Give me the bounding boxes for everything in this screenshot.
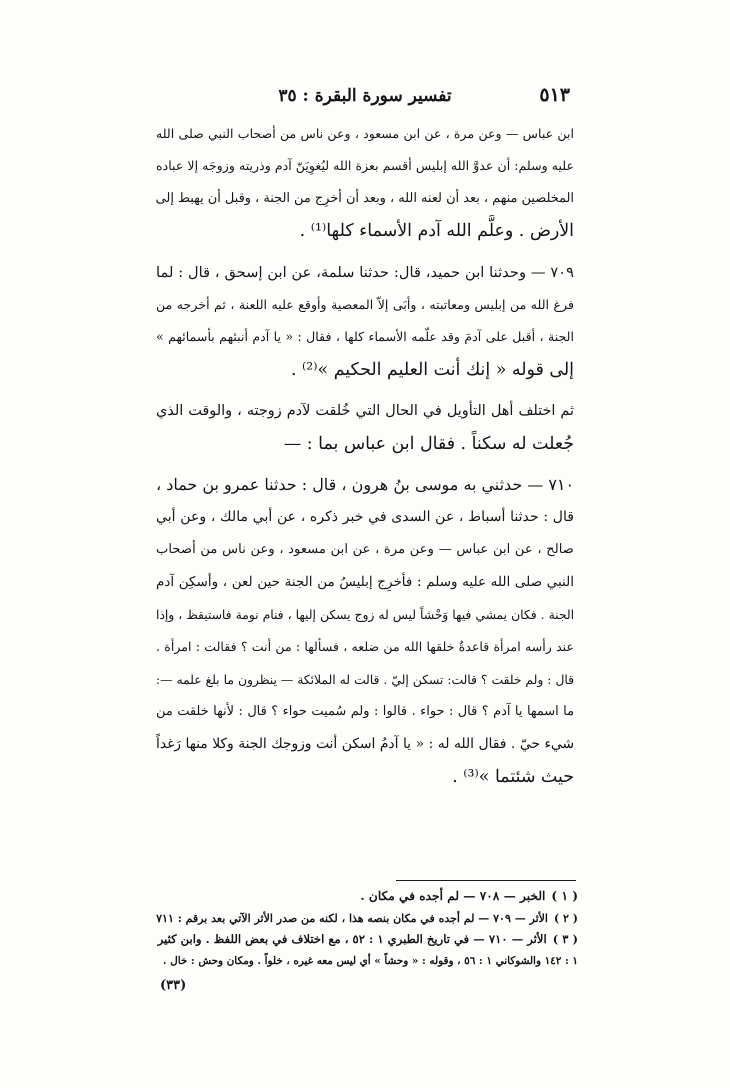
text-line: عليه وسلم: أن عدوَّ الله إبليس أقسم بعزة الله ليُغوِيَنّ آدم وذريته وزوجَه إلا عباده <box>156 158 574 174</box>
sheet-number: (٣٣) <box>160 978 187 993</box>
text-line: قال : حدثنا أسباط ، عن السدى في خبر ذكره ، عن أبي مالك ، وعن أبي <box>156 509 574 526</box>
page-number: ٥١٣ <box>539 84 570 106</box>
footnote-marker: ( ٣ ) <box>552 932 578 946</box>
paragraph <box>156 395 574 460</box>
footnote-1 <box>154 886 578 908</box>
footnote-text: الأثر — ٧٠٩ — لم أجده في مكان بنصه هذا ، لكنه من صدر الأثر الآتي بعد برقم : ٧١١ <box>156 911 548 925</box>
text-line: جُعلت له سكناً . فقال ابن عباس بما : — <box>283 433 574 454</box>
page-header <box>160 84 570 114</box>
footnote-marker: ( ٢ ) <box>553 911 578 925</box>
footnote-text: الأثر — ٧١٠ — في تاريخ الطبري ١ : ٥٢ ، مع اختلاف في بعض اللفظ . وابن كثير <box>157 932 547 946</box>
text-line: ما اسمها يا آدم ؟ قال : حواء . قالوا : ولم سُميت حواء ؟ قال : لأنها خلقت من <box>156 703 574 719</box>
text-line: حيث شئتما »⁽³⁾ . <box>452 766 574 787</box>
footnote-3-continued <box>154 951 578 973</box>
text-line: الجنة ، أقبل على آدمَ وقد علّمه الأسماء كلها ، فقال : « يا آدم أنبئهم بأسمائهم » <box>156 329 574 345</box>
footnote-2 <box>154 908 578 930</box>
text-line: ثم اختلف أهل التأويل في الحال التي خُلقت لآدم زوجته ، والوقت الذي <box>156 403 574 420</box>
narration-709 <box>156 257 574 387</box>
main-text <box>156 118 574 793</box>
running-title: تفسير سورة البقرة : ٣٥ <box>278 86 452 106</box>
footnote-text: ١ : ١٤٢ والشوكاني ١ : ٥٦ ، وقوله : « وحشاً » أي ليس معه غيره ، خلواً . ومكان وحش : خال . <box>162 954 578 967</box>
footnote-text: الخبر — ٧٠٨ — لم أجده في مكان . <box>360 889 546 903</box>
text-line: الجنة . فكان يمشي فيها وَحْشاً ليس له زوج يسكن إليها ، فنام نومة فاستيقظ ، وإذا <box>156 607 574 622</box>
narration-710 <box>156 469 574 793</box>
text-line: النبي صلى الله عليه وسلم : فأخرِج إبليسُ من الجنة حين لعن ، وأسكِن آدم <box>156 574 574 591</box>
text-line: شيء حيّ . فقال الله له : « يا آدمُ اسكن أنت وزوجك الجنة وكلا منها رَغداً <box>156 736 574 753</box>
text-line: ٧٠٩ — وحدثنا ابن حميد، قال: حدثنا سلمة، عن ابن إسحق ، قال : لما <box>156 263 574 281</box>
text-line: صالح ، عن ابن عباس — وعن مرة ، عن ابن مسعود ، وعن ناس من أصحاب <box>156 541 574 557</box>
text-line: الأرض . وعلَّم الله آدم الأسماء كلها⁽¹⁾ . <box>299 221 574 242</box>
text-line: ٧١٠ — حدثني به موسى بنُ هرون ، قال : حدثنا عمرو بن حماد ، <box>156 475 574 495</box>
text-line: قال : ولم خلقت ؟ قالت: تسكن إليّ . قالت له الملائكة — ينظرون ما بلغ علمه —: <box>156 672 574 687</box>
footnote-3 <box>154 929 578 951</box>
text-line: عند رأسه امرأة قاعدةٌ خلقها الله من ضلعه ، فسألها : من أنت ؟ فقالت : امرأة . <box>156 639 574 655</box>
footnotes <box>154 886 578 972</box>
text-line: فرغ الله من إبليس ومعاتبته ، وأبَى إلاّ المعصية وأوقع عليه اللعنة ، ثم أخرجه من <box>156 297 574 313</box>
text-line: المخلصين منهم ، بعد أن لعنه الله ، وبعد أن أخرِج من الجنة ، وقبل أن يهبط إلى <box>156 190 574 206</box>
text-line: ابن عباس — وعن مرة ، عن ابن مسعود ، وعن ناس من أصحاب النبي صلى الله <box>156 126 574 141</box>
paragraph <box>156 118 574 248</box>
footnote-divider <box>396 880 576 881</box>
footnote-marker: ( ١ ) <box>551 889 578 903</box>
text-line: إلى قوله « إنك أنت العليم الحكيم »⁽²⁾ . <box>290 359 574 380</box>
